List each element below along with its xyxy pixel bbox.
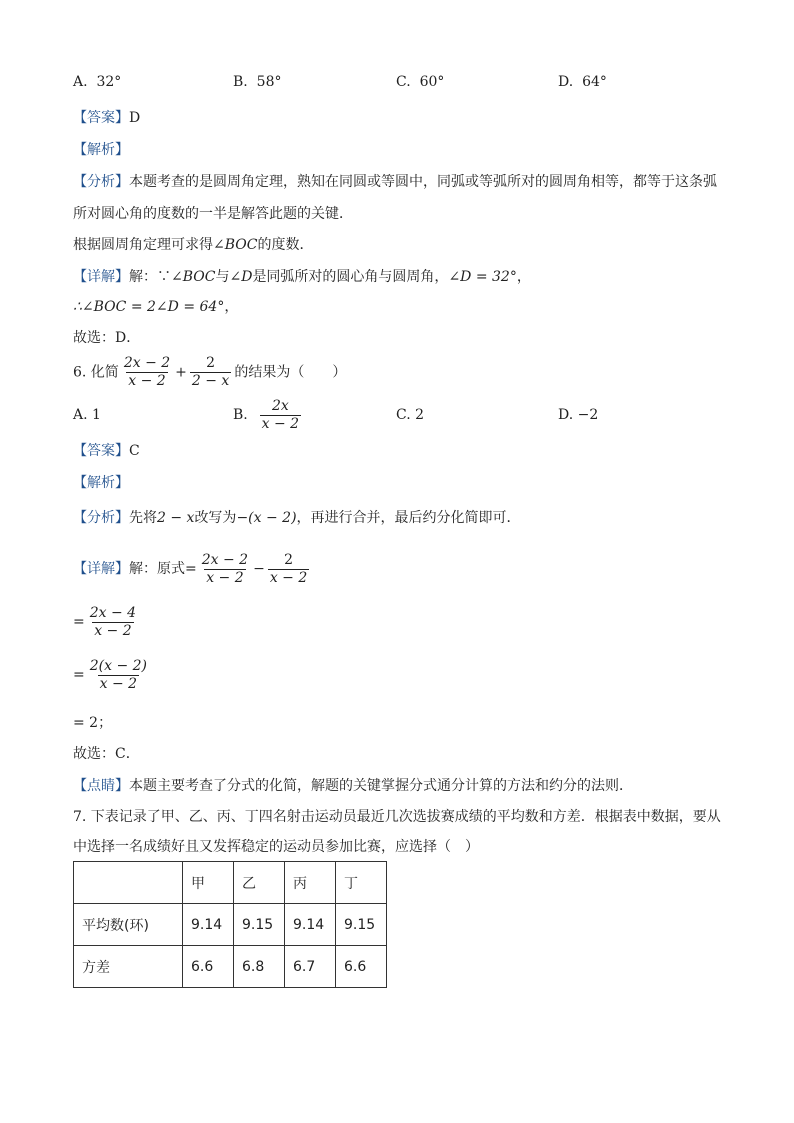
q5-fenxi-line1: 【分析】本题考查的是圆周角定理，熟知在同圆或等圆中，同弧或等弧所对的圆周角相等，都等于这条弧: [73, 174, 717, 190]
q6-detail-line: 【详解】解：原式= $\frac{2x - 2}{x - 2}$ − $\frac{2}{x - 2}$: [73, 551, 308, 586]
q6-answer: 【答案】C: [73, 443, 140, 459]
table-cell: 6.6: [336, 946, 387, 988]
table-cell: 9.14: [183, 904, 234, 946]
q5-fenxi-line2: 所对圆心角的度数的一半是解答此题的关键．: [73, 206, 353, 222]
table-cell: 6.6: [183, 946, 234, 988]
table-cell: 平均数(环): [74, 904, 183, 946]
table-cell: 9.15: [234, 904, 285, 946]
q6-option-b: B. $\frac{2x}{x - 2}$: [233, 397, 300, 432]
table-row: [74, 904, 387, 946]
q6-option-b-fraction: $\frac{2x}{x - 2}$: [261, 397, 300, 432]
q7-stem-line1: 7. 下表记录了甲、乙、丙、丁四名射击运动员最近几次选拔赛成绩的平均数和方差．根据表中数据，要从: [73, 809, 721, 825]
q5-therefore-line: ∴∠BOC = 2∠D = 64°，: [73, 299, 239, 315]
q6-step-3: = 2；: [73, 715, 113, 731]
table-cell: 9.15: [336, 904, 387, 946]
table-header-cell: 丙: [285, 862, 336, 904]
table-row: [74, 946, 387, 988]
q6-step-1-fraction: $\frac{2x - 4}{x - 2}$: [89, 604, 137, 639]
q6-step-2: = $\frac{2(x - 2)}{x - 2}$: [73, 657, 147, 692]
q6-dianjing: 【点睛】本题主要考查了分式的化简，解题的关键掌握分式通分计算的方法和约分的法则．: [73, 778, 633, 794]
score-table: [73, 861, 387, 988]
q6-stem-fraction-1: $\frac{2x - 2}{x - 2}$: [123, 355, 171, 389]
q5-option-b: B. 58°: [233, 74, 282, 90]
q5-option-d: D. 64°: [558, 74, 607, 90]
q6-step-2-fraction: $\frac{2(x - 2)}{x - 2}$: [89, 657, 147, 692]
q5-option-c: C. 60°: [396, 74, 445, 90]
q6-step-1: = $\frac{2x - 4}{x - 2}$: [73, 604, 137, 639]
q5-choose: 故选：D．: [73, 330, 141, 346]
q6-option-d: D. −2: [558, 407, 599, 423]
q6-stem-fraction-2: $\frac{2}{2 - x}$: [191, 355, 230, 389]
q6-detail-fraction-1: $\frac{2x - 2}{x - 2}$: [201, 551, 249, 586]
q6-fenxi-line: 【分析】先将2 − x改写为−(x − 2)，再进行合并，最后约分化简即可．: [73, 510, 521, 526]
q5-analysis-tag: 【解析】: [73, 142, 129, 158]
table-cell: 6.7: [285, 946, 336, 988]
q7-stem-line2: 中选择一名成绩好且又发挥稳定的运动员参加比赛，应选择（ ）: [73, 839, 479, 855]
table-header-cell: [74, 862, 183, 904]
q5-option-a: A. 32°: [73, 74, 122, 90]
q5-method-line: 根据圆周角定理可求得∠BOC的度数．: [73, 237, 314, 253]
q6-analysis-tag: 【解析】: [73, 475, 129, 491]
q5-detail-line: 【详解】解：∵∠BOC与∠D是同弧所对的圆心角与圆周角，∠D = 32°，: [73, 269, 531, 285]
q5-answer: 【答案】D: [73, 110, 141, 126]
q6-option-c: C. 2: [396, 407, 425, 423]
q6-stem: 6. 化简 $\frac{2x - 2}{x - 2}$ + $\frac{2}{2 - x}$ 的结果为（ ）: [73, 355, 347, 389]
table-header-cell: 丁: [336, 862, 387, 904]
table-cell: 6.8: [234, 946, 285, 988]
q6-choose: 故选：C．: [73, 746, 140, 762]
table-header-row: [74, 862, 387, 904]
table-cell: 方差: [74, 946, 183, 988]
q6-option-a: A. 1: [73, 407, 101, 423]
table-cell: 9.14: [285, 904, 336, 946]
table-header-cell: 甲: [183, 862, 234, 904]
table-header-cell: 乙: [234, 862, 285, 904]
q6-detail-fraction-2: $\frac{2}{x - 2}$: [269, 551, 308, 586]
